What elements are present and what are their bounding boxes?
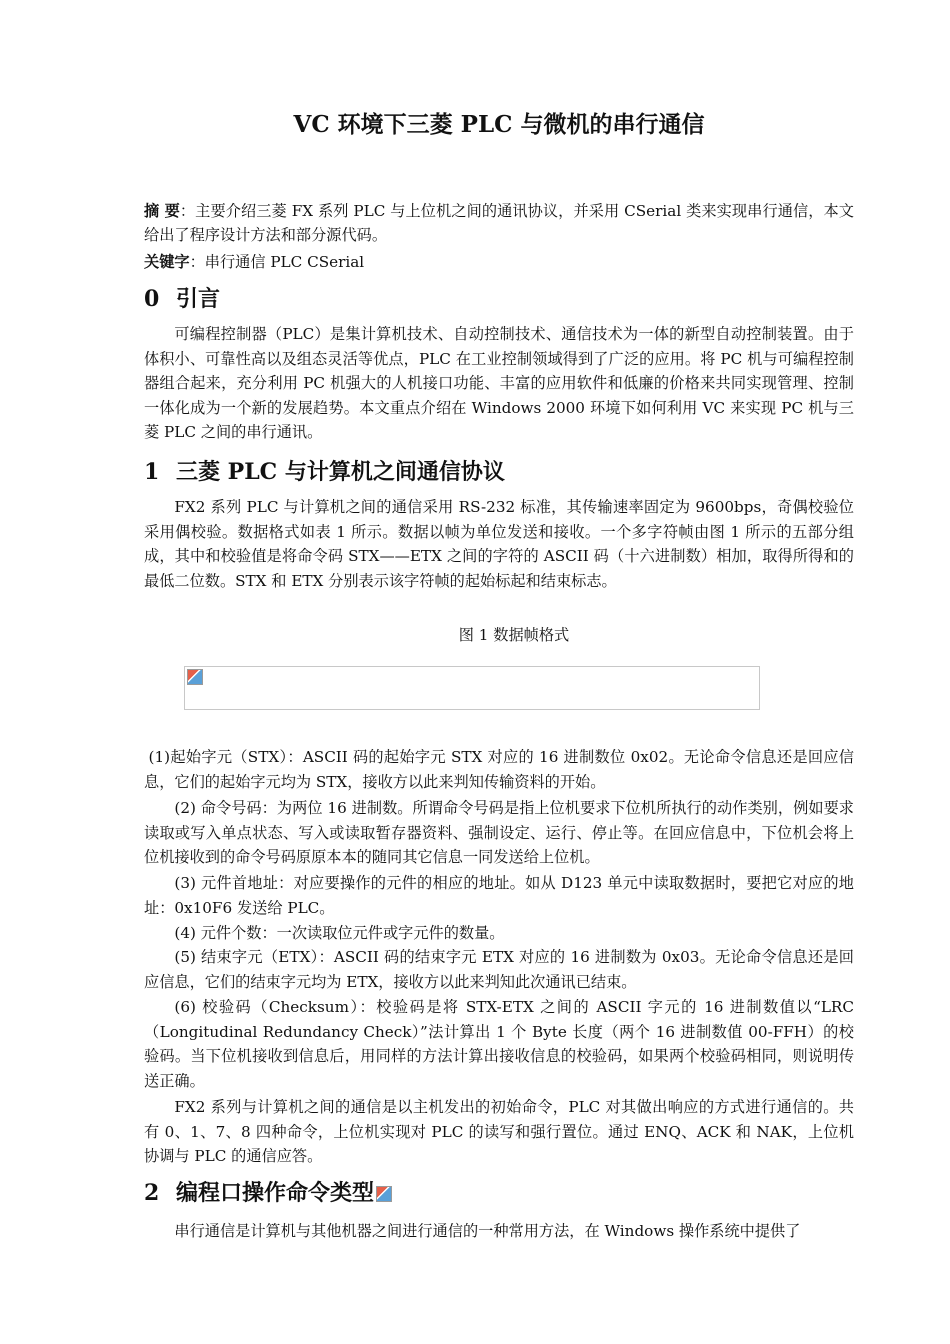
broken-image-icon (187, 669, 203, 685)
keywords-label: 关键字 (144, 253, 190, 271)
list-item-stx: (1)起始字元（STX）：ASCII 码的起始字元 STX 对应的 16 进制数位 0x02。无论命令信息还是回应信息，它们的起始字元均为 STX，接收方以此来判知传输资料的开始。 (144, 748, 854, 791)
section-heading-1 (144, 456, 505, 488)
abstract (144, 199, 854, 247)
section-title: 编程口操作命令类型 (176, 1180, 375, 1206)
paragraph-intro: 可编程控制器（PLC）是集计算机技术、自动控制技术、通信技术为一体的新型自动控制装置。由于体积小、可靠性高以及组态灵活等优点，PLC 在工业控制领域得到了广泛的应用。将 PC 机与可编程控制器组合起来，充分利用 PC 机强大的人机接口功能、丰富的应用软件和低廉的价格来共同实现管理、控制一体化成为一个新的发展趋势。本文重点介绍在 Windows 2000 环境下如何利用 VC 来实现 PC 机与三菱 PLC 之间的串行通讯。 (144, 325, 854, 442)
list-item-etx: (5) 结束字元（ETX）：ASCII 码的结束字元 ETX 对应的 16 进制数为 0x03。无论命令信息还是回应信息，它们的结束字元均为 ETX，接收方以此来判知此次通讯已结束。 (144, 948, 854, 991)
keywords (144, 250, 854, 274)
section-number: 2 (144, 1180, 160, 1206)
paragraph-communication: FX2 系列与计算机之间的通信是以主机发出的初始命令，PLC 对其做出响应的方式进行通信的。共有 0、1、7、8 四种命令，上位机实现对 PLC 的读写和强行置位。通过 ENQ、ACK 和 NAK，上位机协调与 PLC 的通信应答。 (144, 1098, 854, 1166)
figure-frame-format (184, 666, 760, 710)
abstract-text: ：主要介绍三菱 FX 系列 PLC 与上位机之间的通讯协议，并采用 CSerial 类来实现串行通信，本文给出了程序设计方法和部分源代码。 (144, 202, 854, 244)
abstract-label: 摘 要 (144, 202, 180, 220)
section-heading-0 (144, 283, 220, 315)
list-item-command: (2) 命令号码：为两位 16 进制数。所谓命令号码是指上位机要求下位机所执行的动作类别，例如要求读取或写入单点状态、写入或读取暂存器资料、强制设定、运行、停止等。在回应信息中，下位机会将上位机接收到的命令号码原原本本的随同其它信息一同发送给上位机。 (144, 799, 854, 867)
section-number: 1 (144, 459, 160, 485)
section-title: 引言 (176, 286, 221, 312)
paragraph-protocol: FX2 系列 PLC 与计算机之间的通信采用 RS-232 标准，其传输速率固定为 9600bps，奇偶校验位采用偶校验。数据格式如表 1 所示。数据以帧为单位发送和接收。一个多字符帧由图 1 所示的五部分组成，其中和校验值是将命令码 STX——ETX 之间的字符的 ASCII 码（十六进制数）相加，取得所得和的最低二位数。STX 和 ETX 分别表示该字符帧的起始标起和结束标志。 (144, 498, 854, 590)
list-item-count: (4) 元件个数：一次读取位元件或字元件的数量。 (174, 924, 505, 942)
section-title: 三菱 PLC 与计算机之间通信协议 (176, 459, 505, 485)
paragraph-serial: 串行通信是计算机与其他机器之间进行通信的一种常用方法，在 Windows 操作系统中提供了 (174, 1222, 801, 1240)
keywords-text: ：串行通信 PLC CSerial (189, 253, 365, 271)
broken-image-icon (376, 1186, 392, 1202)
document-title: VC 环境下三菱 PLC 与微机的串行通信 (293, 111, 705, 138)
figure-caption: 图 1 数据帧格式 (458, 626, 570, 644)
section-heading-2 (144, 1177, 392, 1209)
section-number: 0 (144, 286, 160, 312)
list-item-checksum: (6) 校验码（Checksum）：校验码是将 STX-ETX 之间的 ASCII 字元的 16 进制数值以“LRC（Longitudinal Redundancy Check）”法计算出 1 个 Byte 长度（两个 16 进制数值 00-FFH）的校验码。当下位机接收到信息后，用同样的方法计算出接收信息的校验码，如果两个校验码相同，则说明传送正确。 (144, 998, 854, 1090)
list-item-address: (3) 元件首地址：对应要操作的元件的相应的地址。如从 D123 单元中读取数据时，要把它对应的地址：0x10F6 发送给 PLC。 (144, 874, 854, 917)
